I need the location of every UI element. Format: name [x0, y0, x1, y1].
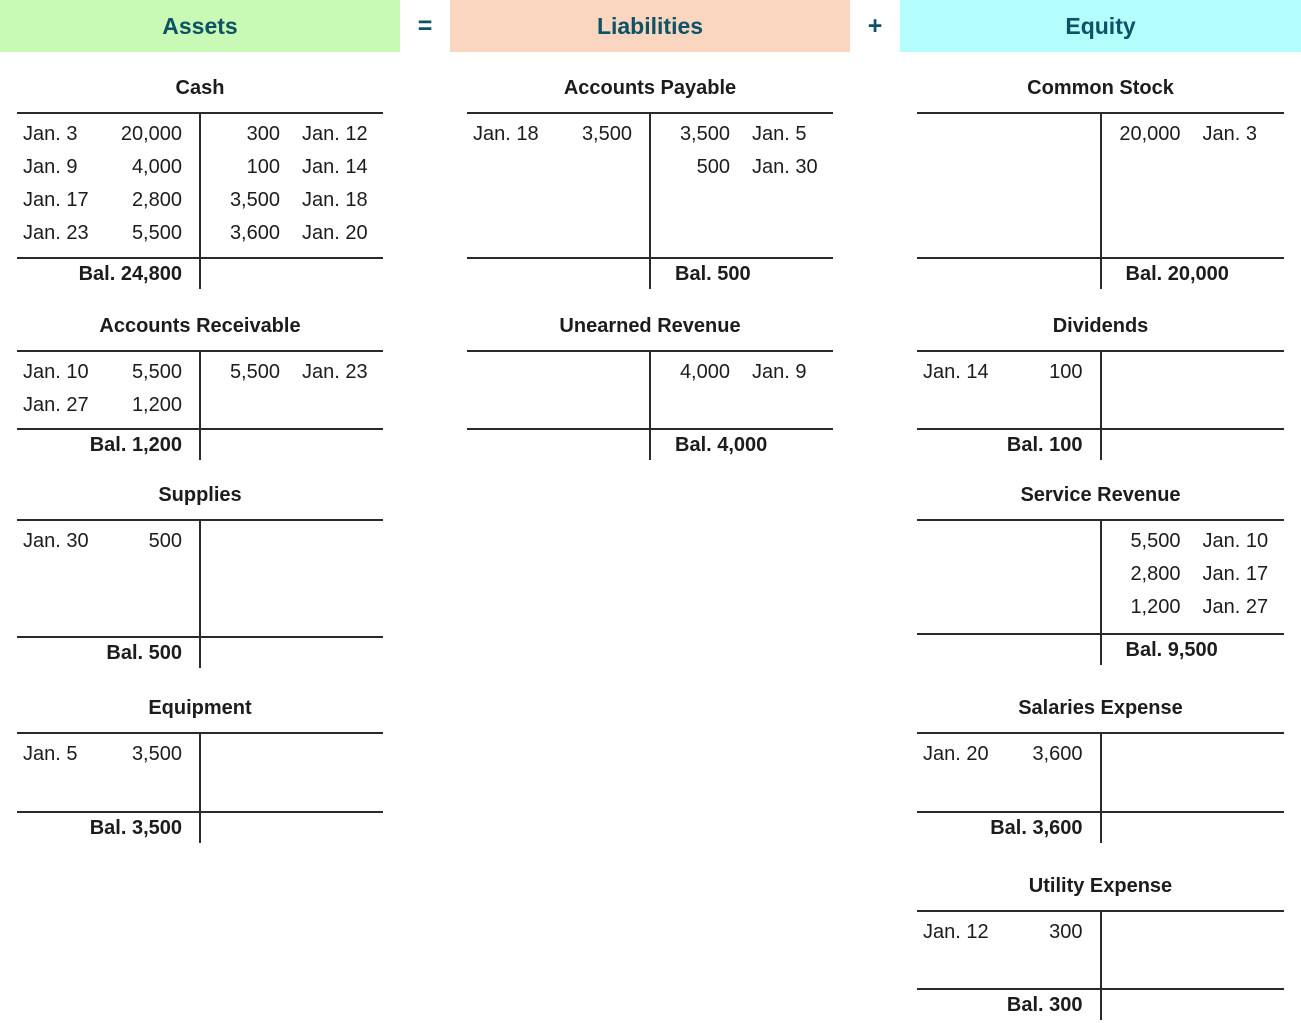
entry-date: Jan. 23 [302, 361, 368, 383]
t-account-divider [1100, 352, 1102, 460]
entry-date: Jan. 5 [23, 743, 78, 765]
balance-right-cell [1101, 639, 1285, 662]
credit-entry-row [200, 356, 383, 389]
debit-entry-row [917, 558, 1101, 591]
balance-label: Bal. 3,600 [990, 817, 1083, 839]
credit-entry-row [1101, 738, 1285, 771]
liabilities-column [450, 0, 850, 1023]
debit-entry-row [917, 591, 1101, 624]
debit-entry-row [917, 356, 1101, 389]
debit-entry-row [917, 738, 1101, 771]
t-account-grid [467, 112, 833, 259]
credit-entry-row [1101, 118, 1285, 151]
balance-left-cell [17, 263, 200, 286]
t-account-cash [17, 73, 383, 290]
account-title: Utility Expense [1028, 875, 1173, 897]
balance-left-cell [17, 642, 200, 665]
account-title: Supplies [158, 484, 242, 506]
debit-side [917, 521, 1101, 624]
balance-label: Bal. 4,000 [675, 434, 768, 456]
account-title: Salaries Expense [1018, 697, 1183, 719]
credit-entry-row [650, 151, 833, 184]
credit-side [200, 521, 383, 558]
entry-amount: 20,000 [1119, 123, 1181, 145]
account-title: Service Revenue [1020, 484, 1181, 506]
balance-left-cell [917, 434, 1101, 457]
assets-header-band: Assets [0, 0, 400, 52]
account-title: Cash [175, 77, 225, 99]
balance-right-cell [650, 434, 833, 457]
t-account-divider [199, 114, 201, 289]
entry-date: Jan. 18 [302, 189, 368, 211]
t-account-grid [17, 112, 383, 259]
account-title: Unearned Revenue [559, 315, 741, 337]
entry-amount: 5,500 [131, 222, 182, 244]
t-account-grid [917, 519, 1284, 635]
entry-date: Jan. 9 [23, 156, 78, 178]
entry-date: Jan. 10 [1202, 530, 1269, 552]
t-account-divider [649, 114, 651, 289]
debit-side [917, 912, 1101, 949]
entry-date: Jan. 30 [752, 156, 818, 178]
equity-header-band: Equity [900, 0, 1301, 52]
entry-amount: 20,000 [120, 123, 182, 145]
entry-date: Jan. 30 [23, 530, 89, 552]
entry-date: Jan. 9 [752, 361, 807, 383]
t-account-service-revenue [917, 480, 1284, 666]
balance-label: Bal. 20,000 [1125, 263, 1229, 285]
credit-side [1101, 734, 1285, 771]
entry-date: Jan. 23 [23, 222, 89, 244]
credit-side [1101, 352, 1285, 389]
entry-amount: 300 [246, 123, 280, 145]
entry-date: Jan. 12 [923, 921, 989, 943]
credit-entry-row [1101, 525, 1285, 558]
credit-entry-row [650, 356, 833, 389]
entry-amount: 2,800 [1130, 563, 1181, 585]
debit-entry-row [17, 151, 200, 184]
balance-label: Bal. 100 [1006, 434, 1083, 456]
debit-entry-row [17, 217, 200, 250]
debit-entry-row [17, 525, 200, 558]
liabilities-header-band: Liabilities [450, 0, 850, 52]
entry-amount: 5,500 [131, 361, 182, 383]
debit-side [17, 114, 200, 250]
credit-entry-row [200, 118, 383, 151]
plus-sign: + [867, 11, 883, 40]
account-title: Common Stock [1027, 77, 1174, 99]
credit-entry-row [200, 151, 383, 184]
balance-label: Bal. 1,200 [89, 434, 182, 456]
t-account-equipment [17, 693, 383, 844]
credit-side [200, 352, 383, 422]
t-account-divider [199, 734, 201, 843]
entry-amount: 2,800 [131, 189, 182, 211]
entry-date: Jan. 27 [1202, 596, 1269, 618]
debit-side [17, 521, 200, 558]
entry-amount: 5,500 [1130, 530, 1181, 552]
t-account-divider [1100, 734, 1102, 843]
t-account-supplies [17, 480, 383, 669]
entry-amount: 3,500 [581, 123, 632, 145]
entry-date: Jan. 14 [923, 361, 989, 383]
entry-amount: 300 [1049, 921, 1083, 943]
credit-entry-row [1101, 591, 1285, 624]
entry-amount: 3,500 [131, 743, 182, 765]
t-account-grid [917, 910, 1284, 990]
t-account-divider [199, 521, 201, 668]
t-account-dividends [917, 311, 1284, 461]
account-title: Dividends [1052, 315, 1149, 337]
debit-entry-row [917, 916, 1101, 949]
entry-date: Jan. 10 [23, 361, 89, 383]
account-title: Accounts Receivable [99, 315, 301, 337]
debit-entry-row [467, 356, 650, 389]
t-account-divider [649, 352, 651, 460]
entry-amount: 3,500 [679, 123, 730, 145]
debit-side [917, 734, 1101, 771]
entry-date: Jan. 5 [752, 123, 807, 145]
entry-date: Jan. 12 [302, 123, 368, 145]
entry-amount: 3,600 [1032, 743, 1083, 765]
balance-left-cell [17, 434, 200, 457]
equals-sign: = [417, 11, 433, 40]
credit-side [200, 114, 383, 250]
balance-label: Bal. 500 [106, 642, 182, 664]
debit-side [917, 352, 1101, 389]
entry-date: Jan. 17 [23, 189, 89, 211]
entry-amount: 100 [246, 156, 280, 178]
credit-entry-row [1101, 916, 1285, 949]
t-account-grid [917, 350, 1284, 430]
entry-amount: 500 [148, 530, 182, 552]
entry-date: Jan. 14 [302, 156, 368, 178]
debit-entry-row [917, 118, 1101, 151]
t-account-utility-expense [917, 871, 1284, 1021]
credit-entry-row [200, 738, 383, 771]
debit-entry-row [917, 525, 1101, 558]
t-account-divider [1100, 114, 1102, 289]
debit-entry-row [17, 356, 200, 389]
entry-amount: 100 [1049, 361, 1083, 383]
t-account-grid [467, 350, 833, 430]
credit-side [1101, 521, 1285, 624]
balance-label: Bal. 300 [1006, 994, 1083, 1016]
debit-side [17, 352, 200, 422]
t-account-accounts-payable [467, 73, 833, 290]
credit-side [1101, 912, 1285, 949]
t-account-divider [199, 352, 201, 460]
entry-date: Jan. 20 [923, 743, 989, 765]
account-title: Accounts Payable [563, 77, 737, 99]
credit-side [200, 734, 383, 771]
credit-entry-row [200, 389, 383, 422]
entry-date: Jan. 17 [1202, 563, 1269, 585]
credit-entry-row [200, 184, 383, 217]
t-account-divider [1100, 521, 1102, 665]
debit-entry-row [467, 118, 650, 151]
entry-amount: 3,500 [229, 189, 280, 211]
balance-label: Bal. 9,500 [1125, 639, 1218, 661]
balance-right-cell [1101, 263, 1285, 286]
credit-side [1101, 114, 1285, 151]
debit-side [467, 114, 650, 184]
balance-left-cell [917, 994, 1101, 1017]
balance-left-cell [917, 817, 1101, 840]
entry-amount: 4,000 [131, 156, 182, 178]
debit-entry-row [17, 118, 200, 151]
credit-entry-row [1101, 558, 1285, 591]
entry-amount: 4,000 [679, 361, 730, 383]
balance-label: Bal. 500 [675, 263, 751, 285]
account-title: Equipment [148, 697, 252, 719]
credit-entry-row [650, 118, 833, 151]
t-account-salaries-expense [917, 693, 1284, 844]
entry-date: Jan. 27 [23, 394, 89, 416]
debit-side [17, 734, 200, 771]
t-account-grid [17, 350, 383, 430]
debit-entry-row [467, 151, 650, 184]
balance-left-cell [17, 817, 200, 840]
t-account-accounts-receivable [17, 311, 383, 461]
debit-side [467, 352, 650, 389]
entry-date: Jan. 3 [23, 123, 78, 145]
t-account-grid [17, 732, 383, 813]
entry-amount: 1,200 [1130, 596, 1181, 618]
t-account-grid [17, 519, 383, 638]
debit-entry-row [17, 184, 200, 217]
entry-date: Jan. 3 [1202, 123, 1257, 145]
t-account-divider [1100, 912, 1102, 1020]
t-account-common-stock [917, 73, 1284, 290]
entry-date: Jan. 18 [473, 123, 539, 145]
credit-side [650, 114, 833, 184]
equity-column [900, 0, 1301, 1023]
assets-column [0, 0, 400, 1023]
t-account-grid [917, 732, 1284, 813]
entry-amount: 1,200 [131, 394, 182, 416]
entry-amount: 3,600 [229, 222, 280, 244]
t-account-unearned-revenue [467, 311, 833, 461]
balance-label: Bal. 3,500 [89, 817, 182, 839]
balance-label: Bal. 24,800 [78, 263, 182, 285]
debit-side [917, 114, 1101, 151]
entry-amount: 500 [696, 156, 730, 178]
credit-entry-row [200, 217, 383, 250]
entry-date: Jan. 20 [302, 222, 368, 244]
t-account-grid [917, 112, 1284, 259]
entry-amount: 5,500 [229, 361, 280, 383]
debit-entry-row [17, 738, 200, 771]
debit-entry-row [17, 389, 200, 422]
credit-entry-row [200, 525, 383, 558]
credit-entry-row [1101, 356, 1285, 389]
credit-side [650, 352, 833, 389]
balance-right-cell [650, 263, 833, 286]
